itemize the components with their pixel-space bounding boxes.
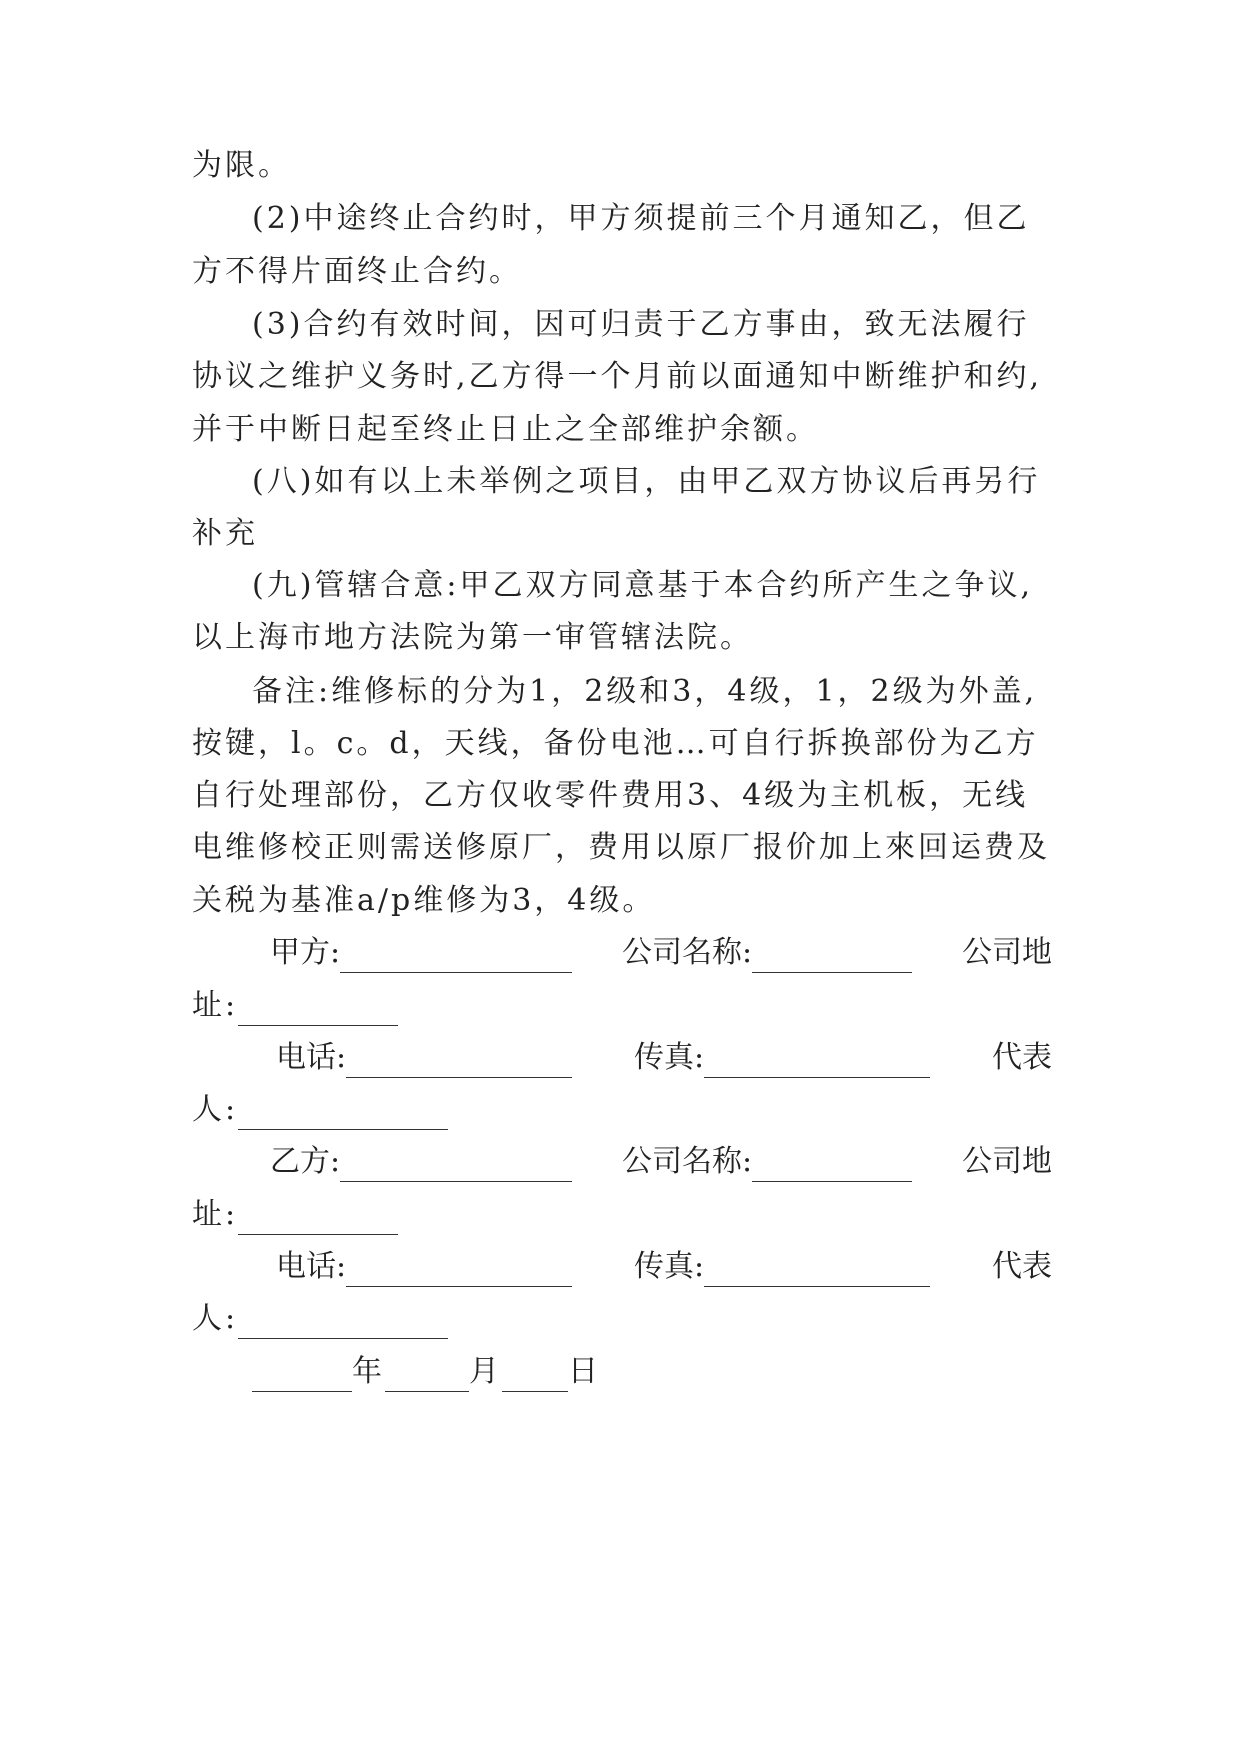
text-line: 按键，l。c。d，天线，备份电池…可自行拆换部份为乙方: [192, 726, 1039, 761]
party-a-address-label: 公司地: [962, 935, 1052, 970]
party-b-label: 乙方:: [270, 1144, 341, 1179]
day-label: 日: [568, 1354, 601, 1389]
text-line: 自行处理部份，乙方仅收零件费用3、4级为主机板，无线: [192, 778, 1029, 813]
party-b-rep-label-cont: 人:: [192, 1301, 239, 1336]
month-label: 月: [469, 1354, 502, 1389]
party-b-row-2: [192, 1195, 1052, 1235]
party-a-row-2: [192, 986, 1052, 1026]
party-b-fax-label: 传真:: [634, 1249, 705, 1284]
text-line: 为限。: [192, 148, 291, 183]
text-line: (2)中途终止合约时，甲方须提前三个月通知乙，但乙: [252, 201, 1030, 236]
party-a-phone-blank[interactable]: [346, 1049, 572, 1078]
text-line: 电维修校正则需送修原厂，费用以原厂报价加上來回运费及: [192, 830, 1050, 865]
party-a-address-blank[interactable]: [238, 997, 398, 1026]
party-b-address-label-cont: 址:: [192, 1197, 239, 1232]
date-line: [252, 1352, 1112, 1392]
text-line: 以上海市地方法院为第一审管辖法院。: [192, 620, 753, 655]
text-line: 备注:维修标的分为1，2级和3，4级，1，2级为外盖,: [252, 674, 1038, 709]
party-a-rep-label-cont: 人:: [192, 1092, 239, 1127]
party-a-address-label-cont: 址:: [192, 988, 239, 1023]
text-line: (3)合约有效时间，因可归责于乙方事由，致无法履行: [252, 307, 1030, 342]
text-line: (九)管辖合意:甲乙双方同意基于本合约所产生之争议,: [252, 568, 1034, 603]
party-a-rep-label: 代表: [992, 1040, 1052, 1075]
party-a-row-4: [192, 1090, 1052, 1130]
party-b-company-name-label: 公司名称:: [622, 1144, 753, 1179]
party-b-address-label: 公司地: [962, 1144, 1052, 1179]
party-b-rep-label: 代表: [992, 1249, 1052, 1284]
text-line: (八)如有以上未举例之项目，由甲乙双方协议后再另行: [252, 464, 1041, 499]
party-b-row-3: [276, 1247, 1052, 1287]
party-b-rep-blank[interactable]: [238, 1310, 448, 1339]
text-line: 并于中断日起至终止日止之全部维护余额。: [192, 412, 819, 447]
party-b-row-1: [270, 1142, 1052, 1182]
party-b-phone-blank[interactable]: [346, 1258, 572, 1287]
text-line: 补充: [192, 516, 258, 551]
party-a-row-1: [270, 933, 1052, 973]
day-blank[interactable]: [502, 1363, 568, 1392]
party-b-phone-label: 电话:: [276, 1249, 347, 1284]
text-line: 方不得片面终止合约。: [192, 254, 522, 289]
party-b-company-name-blank[interactable]: [752, 1153, 912, 1182]
text-line: 协议之维护义务时,乙方得一个月前以面通知中断维护和约,: [192, 359, 1043, 394]
year-blank[interactable]: [252, 1363, 352, 1392]
party-a-fax-label: 传真:: [634, 1040, 705, 1075]
party-a-row-3: [276, 1038, 1052, 1078]
year-label: 年: [352, 1354, 385, 1389]
party-a-company-name-blank[interactable]: [752, 944, 912, 973]
party-a-label: 甲方:: [270, 935, 341, 970]
party-a-phone-label: 电话:: [276, 1040, 347, 1075]
party-a-fax-blank[interactable]: [704, 1049, 930, 1078]
party-b-address-blank[interactable]: [238, 1206, 398, 1235]
party-b-row-4: [192, 1299, 1052, 1339]
party-b-name-blank[interactable]: [340, 1153, 572, 1182]
party-a-rep-blank[interactable]: [238, 1101, 448, 1130]
party-a-company-name-label: 公司名称:: [622, 935, 753, 970]
party-a-name-blank[interactable]: [340, 944, 572, 973]
text-line: 关税为基准a/p维修为3，4级。: [192, 883, 656, 918]
month-blank[interactable]: [385, 1363, 469, 1392]
party-b-fax-blank[interactable]: [704, 1258, 930, 1287]
